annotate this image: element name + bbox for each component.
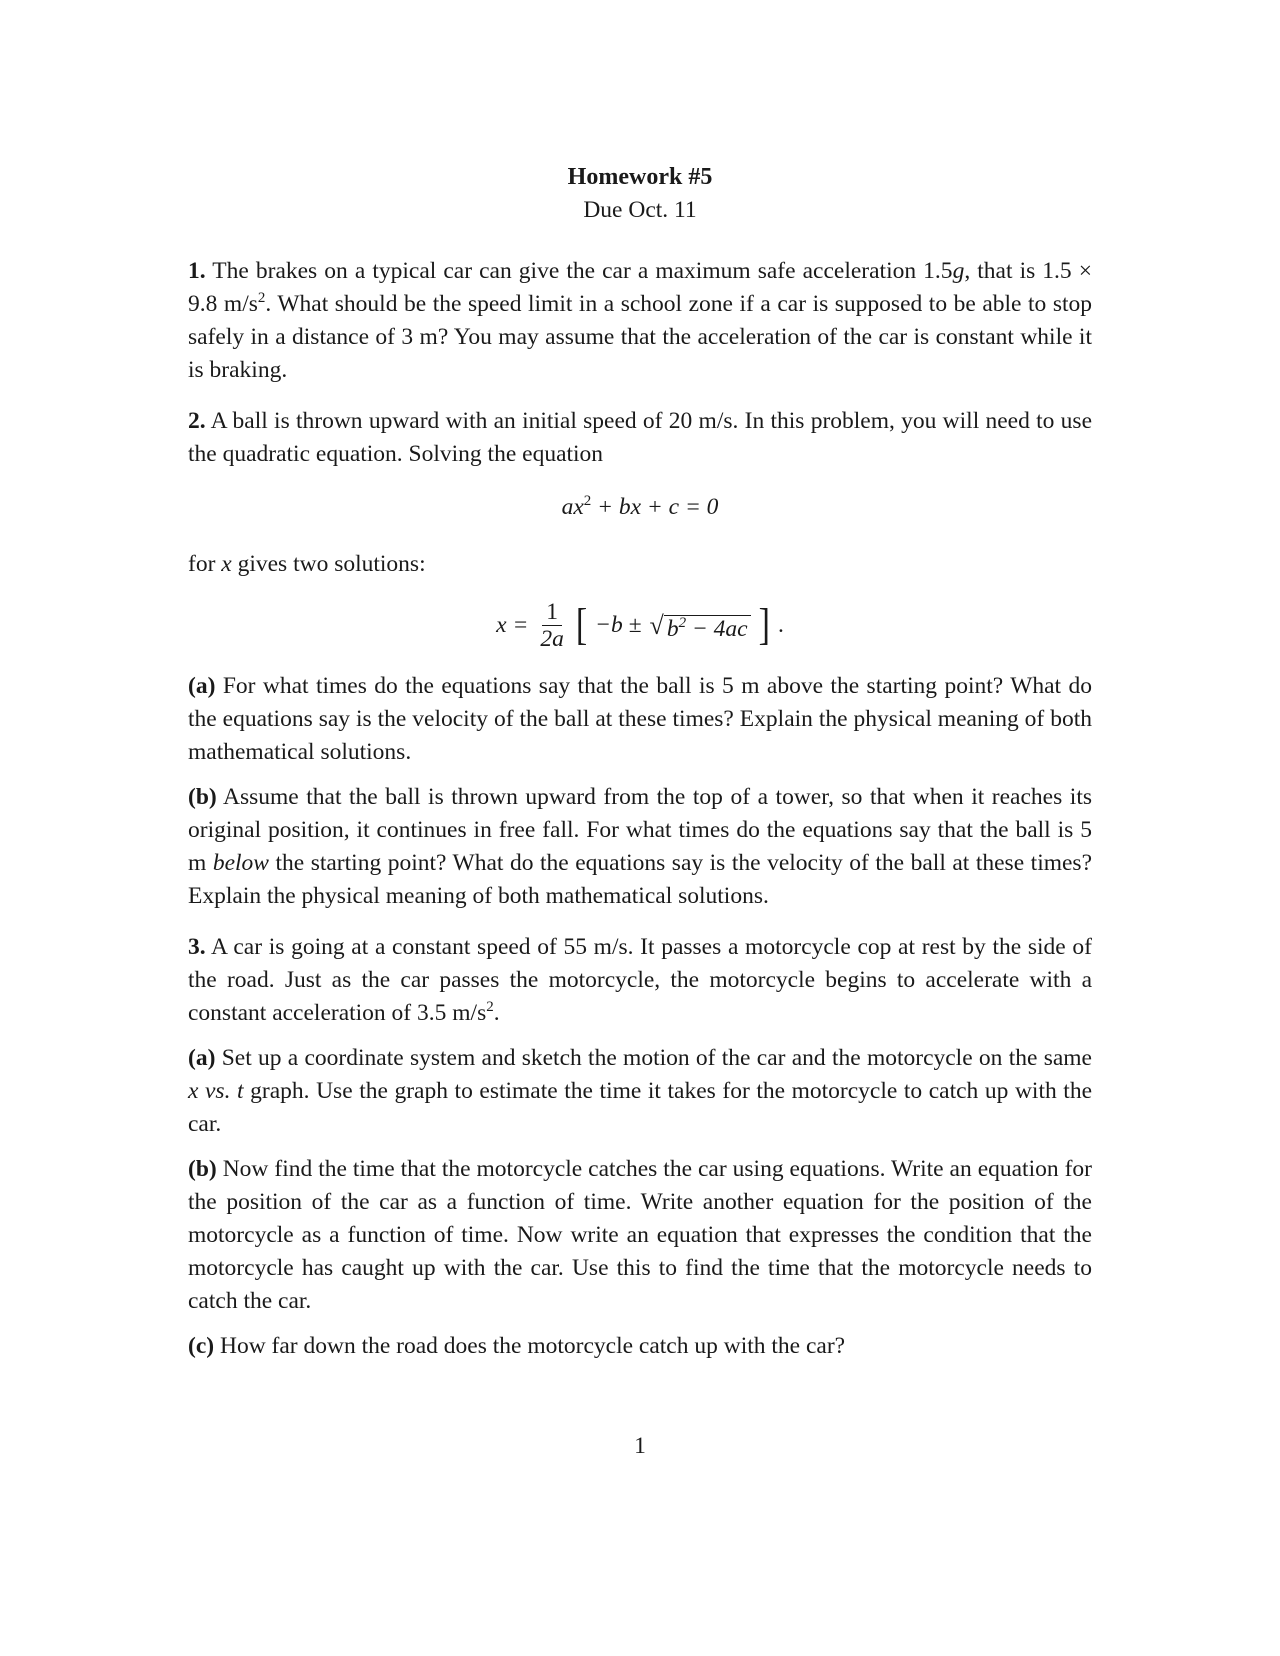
problem-1 — [188, 255, 1092, 387]
problem-2a-label: (a) — [188, 673, 216, 699]
formula-numerator: 1 — [542, 599, 562, 626]
sqrt-symbol: √ — [649, 611, 664, 640]
for-x-a: for — [188, 551, 222, 577]
problem-3 — [188, 931, 1092, 1030]
radicand-sup: 2 — [678, 615, 687, 632]
formula-fraction — [540, 599, 564, 652]
problem-3-number: 3. — [188, 934, 206, 960]
problem-3c-text: How far down the road does the motorcycle catch up with the car? — [214, 1333, 846, 1359]
formula-left-bracket: [ — [575, 600, 588, 649]
for-x-var: x — [221, 551, 232, 577]
for-x-b: gives two solutions: — [231, 551, 426, 577]
problem-3a-text-b: graph. Use the graph to estimate the time it takes for the motorcycle to catch up with the car. — [188, 1078, 1092, 1137]
problem-3a-xvt: x vs. t — [188, 1078, 244, 1104]
formula-sqrt — [650, 609, 751, 642]
for-x-line — [188, 548, 1092, 581]
problem-1-text-c: . What should be the speed limit in a school zone if a car is supposed to be able to stop safely in a distance of 3 m? You may assume that the acceleration of the car is constant while it is braking. — [188, 291, 1092, 383]
problem-2-intro — [188, 405, 1092, 471]
quadratic-equation — [188, 491, 1092, 524]
problem-3b — [188, 1153, 1092, 1318]
problem-3a-label: (a) — [188, 1045, 216, 1071]
quadratic-formula — [188, 599, 1092, 652]
problem-2b-text-b: the starting point? What do the equations say is the velocity of the ball at these times? Explain the physical meaning of both mathematical solutions. — [188, 850, 1093, 909]
sqrt-radicand — [664, 615, 751, 642]
radicand-b: b — [666, 616, 679, 642]
formula-lhs: x = — [496, 612, 529, 638]
problem-2-number: 2. — [188, 408, 206, 434]
problem-3-sup: 2 — [486, 999, 494, 1016]
problem-2a — [188, 670, 1092, 769]
problem-1-number: 1. — [188, 258, 206, 284]
radicand-rest: − 4ac — [686, 616, 748, 642]
formula-period: . — [777, 612, 784, 638]
page-number: 1 — [634, 1433, 646, 1459]
problem-2b-text-a: Assume that the ball is thrown upward from the top of a tower, so that when it reaches its original position, it continues in free fall. For what times do the equations say that the ball is 5 m — [188, 784, 1092, 876]
formula-inner: −b ± — [595, 612, 642, 638]
problem-3-text-b: . — [493, 1000, 500, 1026]
problem-2a-text: For what times do the equations say that the ball is 5 m above the starting point? What do the equations say is the velocity of the ball at these times? Explain the physical meaning of both mathematical solutions. — [188, 673, 1092, 765]
problem-2-intro-text: A ball is thrown upward with an initial speed of 20 m/s. In this problem, you will need to use the quadratic equation. Solving the equation — [188, 408, 1092, 467]
document-header — [188, 160, 1092, 227]
problem-3c — [188, 1330, 1092, 1363]
formula-right-bracket: ] — [758, 600, 770, 649]
problem-3b-text: Now find the time that the motorcycle catches the car using equations. Write an equation for the position of the car as a function of time. Write another equation for the position of the motorcycle as a function of time. Now write an equation that expresses the condition that the motorcycle has caught up with the car. Use this to find the time that the motorcycle needs to catch the car. — [188, 1156, 1092, 1314]
document-page — [188, 160, 1092, 1375]
problem-1-sup: 2 — [257, 290, 266, 307]
problem-2b — [188, 781, 1092, 913]
problem-1-text-b: , that is 1.5 × 9.8 m/s — [188, 258, 1093, 317]
problem-1-g: g — [952, 258, 965, 284]
problem-1-text-a: The brakes on a typical car can give the car a maximum safe acceleration 1.5 — [205, 258, 953, 284]
due-date: Due Oct. 11 — [583, 197, 697, 223]
problem-3-text-a: A car is going at a constant speed of 55 m/s. It passes a motorcycle cop at rest by the side of the road. Just as the car passes the motorcycle, the motorcycle begins to accelerate with a constant acceleration of 3.5 m/s — [188, 934, 1092, 1026]
eq1-ax: ax — [561, 494, 584, 520]
eq1-sup: 2 — [583, 493, 592, 510]
problem-3a-text-a: Set up a coordinate system and sketch the motion of the car and the motorcycle on the same — [215, 1045, 1092, 1071]
problem-2b-below: below — [212, 850, 269, 876]
problem-3c-label: (c) — [188, 1333, 215, 1359]
formula-denominator: 2a — [540, 626, 564, 652]
eq1-rest: + bx + c = 0 — [591, 494, 719, 520]
problem-3b-label: (b) — [188, 1156, 217, 1182]
problem-3a — [188, 1042, 1092, 1141]
problem-2b-label: (b) — [188, 784, 217, 810]
homework-title: Homework #5 — [567, 164, 713, 190]
